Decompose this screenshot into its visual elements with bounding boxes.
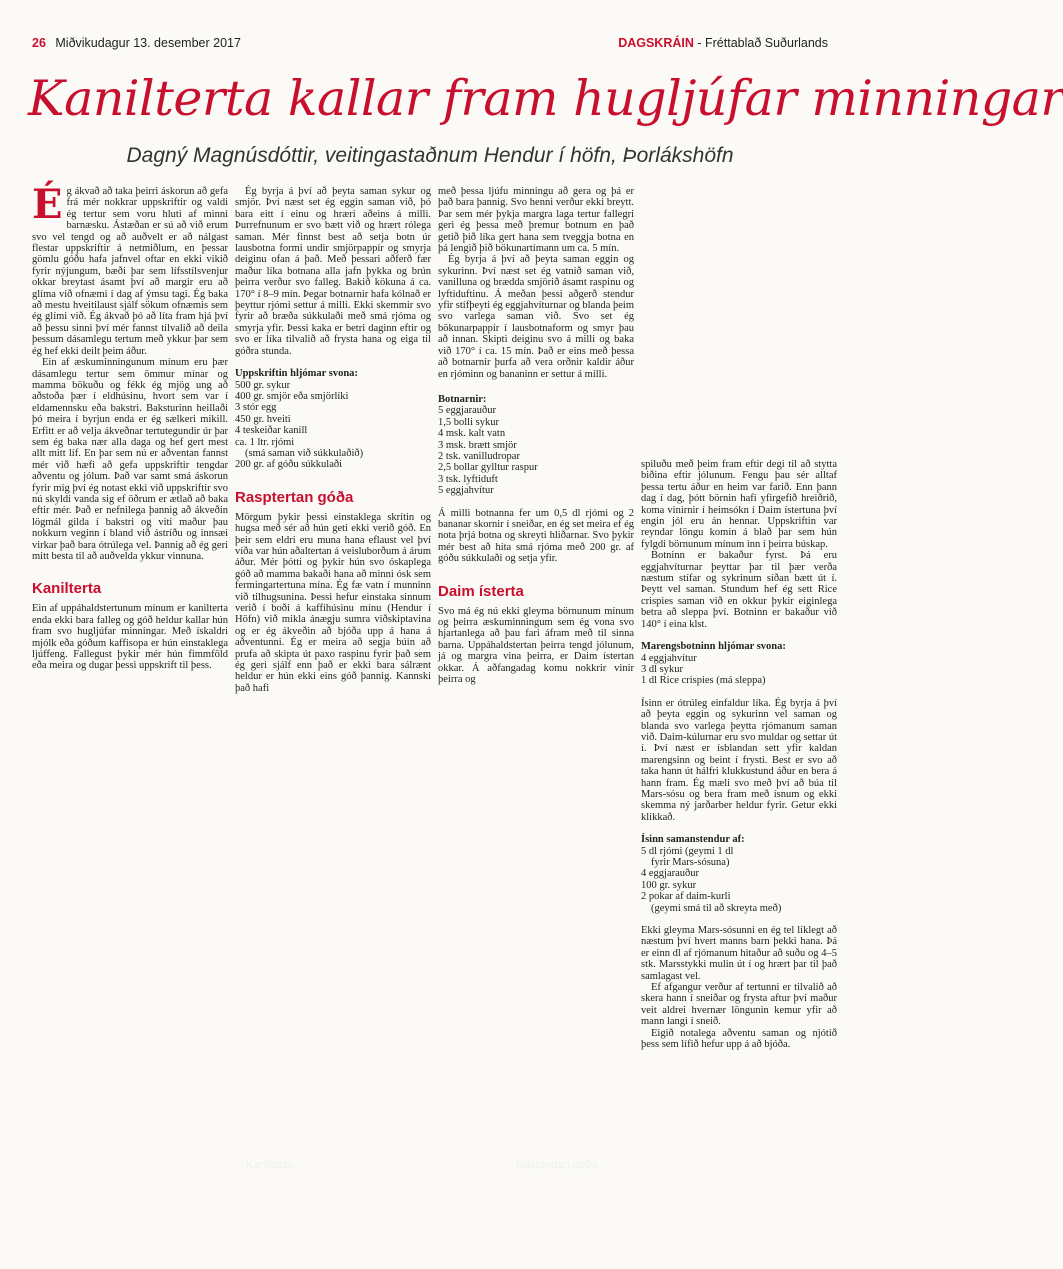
paragraph: Svo má ég nú ekki gleyma börnunum mínum og þeirra æskuminningum sem ég vona svo hjartanlega að þau fari áfram með til sinna barna. Uppáhaldstertan þeirra tengd jólunum, já og margra vina þeirra, er Daim ístertan okkar. Á aðfangadag komu nokkrir vinir þeirra og — [438, 605, 634, 686]
paragraph: Ísinn er ótrúleg einfaldur líka. Ég byrja á því að þeyta eggin og sykurinn vel saman og blanda svo varlega þeytta rjómanum saman við. Daim-kúlurnar eru svo muldar og settar út í. Því næst er ísblandan sett yfir kaldan marengsinn og beint í frysti. Best er svo að taka hann út hálfri klukkustund áður en bera á hann fram. Ég mæli svo með því að búa til Mars-sósu og bera fram með ísnum og ekki skemma ný jarðarber heldur fyrir. Getur ekki klikkað. — [641, 697, 837, 823]
paragraph: spiluðu með þeim fram eftir degi til að stytta biðina eftir jólunum. Fengu þau sér alltaf þessa tertu áður en heim var farið. Enn þann dag í dag, þótt börnin hafi yfirgefið hreiðrið, koma vinirnir í heimsókn í Daim ístertuna því engin jól eru án hennar. Uppskriftin var reyndar löngu komin á blað þar sem hún fylgdi börnunum mínum inn í þeirra búskap. — [641, 459, 837, 550]
header-left — [32, 36, 241, 50]
paragraph: Á milli botnanna fer um 0,5 dl rjómi og 2 bananar skornir í sneiðar, en ég set meira ef ég nota þrjá botna og skreyti hliðarnar. Svo þykir mér best að hita smá rjóma með 200 gr. af góðu súkkulaði og setja yfir. — [438, 507, 634, 565]
section-name: DAGSKRÁIN — [618, 36, 694, 50]
issue-date: Miðvikudagur 13. desember 2017 — [55, 36, 241, 50]
ingredient: ca. 1 ltr. rjómi — [235, 436, 295, 448]
ingredient: 4 eggjahvítur — [641, 652, 697, 664]
ingredient-note: (geymi smá til að skreyta með) — [651, 902, 782, 914]
ingredients-list — [641, 846, 837, 914]
page-number: 26 — [32, 36, 46, 50]
ingredient: 200 gr. af góðu súkkulaði — [235, 459, 343, 471]
paragraph: Ég byrja á því að þeyta saman eggin og sykurinn. Því næst set ég vatnið saman við, vanilluna og brædda smjörið ásamt raspinu og lyftiduftinu. Á meðan þessi aðgerð stendur yfir stífþeyti ég eggjahvíturnar og blanda þeim svo varlega saman við. Svo set ég bökunarpappír í lausbotnaform og smyr þau að innan. Skipti deiginu svo á milli og baka við 170° í ca. 15 mín. Það er eins með þessa að botnarnir þurfa að vera orðnir kaldir áður en rjóminn og bananinn er settur á milli. — [438, 254, 634, 380]
ingredient: 500 gr. sykur — [235, 379, 291, 391]
intro-paragraph — [32, 181, 228, 357]
ingredients-heading: Botnarnir: — [438, 393, 487, 405]
ingredient: 4 teskeiðar kanill — [235, 425, 308, 437]
ingredient-note: (smá saman við súkkulaðið) — [245, 447, 364, 459]
ingredients-list — [235, 380, 431, 471]
ingredient: 5 eggjarauður — [438, 405, 497, 417]
paragraph: Ég byrja á því að þeyta saman sykur og smjör. Því næst set ég eggin saman við, þó bara eitt í einu og hræri aðeins á milli. Þurrefnunum er svo bætt við og hrært rólega saman. Mér finnst best að setja botn úr lausbotna formi undir smjörpappír og smyrja deiginu ofan á það. Með þessari aðferð fær maður líka botnana alla jafn þykka og brún þeirra verður svo falleg. Bakið kökuna á ca. 170° í 8–9 mín. Þegar botnarnir hafa kólnað er þeyttur rjómi settur á milli. Ekki skemmir svo fyrir að bræða súkkulaði með smá rjóma og smyrja yfir. Þessi kaka er betri daginn eftir og svo er líka tilvalið að frysta hana og eiga til góðra stunda. — [235, 186, 431, 357]
ingredients-heading: Ísinn samanstendur af: — [641, 834, 745, 846]
ingredient: 4 msk. kalt vatn — [438, 428, 506, 440]
column-2 — [235, 186, 431, 694]
paragraph: Ef afgangur verður af tertunni er tilvalið að skera hann í sneiðar og frysta aftur því maður veit aldrei hvernær löngunin kemur yfir að mann langi í sneið. — [641, 982, 837, 1028]
caption-kanilterta: Kanilterta — [246, 1159, 293, 1171]
publication-name: - Fréttablað Suðurlands — [693, 36, 828, 50]
ingredient: 100 gr. sykur — [641, 879, 697, 891]
header-right — [618, 36, 828, 50]
ingredient: 3 msk. brætt smjör — [438, 439, 517, 451]
drop-cap: É — [32, 181, 63, 228]
column-1 — [32, 181, 228, 672]
ingredients-list — [438, 405, 634, 496]
column-3 — [438, 186, 634, 685]
ingredient: 2 pokar af daim-kurli — [641, 891, 731, 903]
paragraph: Ein af uppáhaldstertunum mínum er kanilterta enda ekki bara falleg og góð heldur kallar hún fram svo hugljúfar minningar. Með ískaldri mjólk eða góðum kaffisopa er hún einstaklega ljúffeng. Fallegust þykir mér hún fimmföld eða meira og dugar þessi uppskrift til þess. — [32, 603, 228, 672]
heading-daim: Daim ísterta — [438, 582, 524, 600]
ingredients-heading: Marengsbotninn hljómar svona: — [641, 641, 786, 653]
ingredient: 5 eggjahvítur — [438, 485, 494, 497]
ingredient: 3 tsk. lyftiduft — [438, 473, 498, 485]
paragraph: Botninn er bakaður fyrst. Þá eru eggjahvíturnar þeyttar þar til þær verða næstum stífar og sykrinum síðan bætt út í. Þeytt vel saman. Stundum hef ég sett Rice crispies saman við en okkur þykir eiginlega betra að sleppa því. Botninn er bakaður við 140° í eina klst. — [641, 550, 837, 630]
ingredients-list — [641, 653, 837, 687]
column-4 — [641, 459, 837, 1051]
ingredient: 3 stór egg — [235, 402, 277, 414]
paragraph: með þessa ljúfu minningu að gera og þá er það bara þannig. Svo henni verður ekki breytt. Þar sem mér þykja margra laga tertur fallegri geri ég þessa með þremur botnum en það getið þið líka gert hana sem tveggja botna en þá lengið þið bökunartímann um ca. 5 mín. — [438, 186, 634, 255]
intro-text: g ákvað að taka þeirri áskorun að gefa frá mér nokkrar uppskriftir og valdi ég tertur sem voru hluti af minni barnæsku. Ástæðan er sú að við erum svo vel tengd og að auðvelt er að nálgast flestar uppskriftir á netmiðlum, en þessar gömlu góðu hafa jafnvel oftar en ekki vikið fyrir nýjungum, bæði þar sem lífsstílsvenjur okkar breytast ásamt því að margir eru að glíma við ofnæmi í dag af ýmsu tagi. Ég baka að mestu hveitilaust sjálf sökum ofnæmis sem ég glími við. Ég ákvað þó að líta fram hjá því að þessu sinni því mér fannst tilvalið að deila þessum dásamlegu tertum með ykkur þar sem ég hef ekki deilt þeim áður. — [32, 186, 228, 357]
ingredient: 1,5 bolli sykur — [438, 416, 499, 428]
ingredient: 5 dl rjómi (geymi 1 dl — [641, 845, 734, 857]
ingredient: 2 tsk. vanilludropar — [438, 450, 520, 462]
heading-rasptertan: Rasptertan góða — [235, 488, 354, 506]
ingredient: 4 eggjarauður — [641, 868, 700, 880]
ingredient: 450 gr. hveiti — [235, 413, 291, 425]
ingredient: 3 dl sykur — [641, 663, 683, 675]
paragraph: Ein af æskuminningunum mínum eru þær dásamlegu tertur sem ömmur mínar og mamma bökuðu og fékk ég mjög ung að aðstoða þær í eldhúsinu, hvort sem var í eldamennsku eða bakstri. Baksturinn heillaði þó meira í byrjun enda er ég sælkeri mikill. Erfitt er að velja ákveðnar tertutegundir úr þar sem ég baka nær alla daga og hef gert mest allt mitt líf. En þar sem nú er aðventan fannst mér við hæfi að gefa uppskriftir tengdar aðventu og jólum. Það var samt smá áskorun fyrir mig því ég notast ekki við uppskriftir svo nú skyldi vanda sig ef öðrum er ætlað að baka eftir mér. Það er nefnilega þannig að ákveðin lögmál gilda í bakstri og viti maður þau nokkurn veginn í bland við ástríðu og innsæi virkar það bara ótrúlega vel. Þannig að ég geri mitt besta til að auðvelda ykkur vinnuna. — [32, 357, 228, 562]
paragraph: Mörgum þykir þessi einstaklega skrítin og hugsa með sér að hún geti ekki verið góð. En þeir sem eldri eru muna hana eflaust vel því víða var hún aðaltertan á veisluborðum á árum áður. Mér þótti og þykir hún svo óskaplega góð að mamma bakaði hana að minni ósk sem fermingartertuna mína. Ég fæ vatn í munninn við tilhugsunina. Þessi hefur einstaka sinnum verið í boði á kaffihúsinu mínu (Hendur í Höfn) við mikla ánægju sumra viðskiptavina og er ég ákveðin að bjóða upp á hana á aðventunni. Ég er meira að segja búin að prufa að skipta út paxo raspinu fyrir það sem ég geri sjálf enn það er ekki bara sálrænt heldur er hún ekki eins góð þannig. Kannski það hafi — [235, 511, 431, 694]
page-header — [32, 36, 828, 56]
article-subtitle: Dagný Magnúsdóttir, veitingastaðnum Hendur í höfn, Þorlákshöfn — [126, 144, 734, 167]
ingredient-note: fyrir Mars-sósuna) — [651, 857, 730, 868]
ingredients-heading: Uppskriftin hljómar svona: — [235, 368, 358, 380]
paragraph: Eigið notalega aðventu saman og njótið þess sem lífið hefur upp á að bjóða. — [641, 1027, 837, 1051]
heading-kanilterta: Kanilterta — [32, 580, 102, 598]
caption-rasptertan: Rasptertan góða — [516, 1159, 598, 1171]
ingredient: 2,5 bollar gylltur raspur — [438, 462, 538, 474]
ingredient: 400 gr. smjör eða smjörlíki — [235, 390, 349, 402]
article-title: Kanilterta kallar fram hugljúfar minningar — [28, 70, 1063, 127]
paragraph: Ekki gleyma Mars-sósunni en ég tel líklegt að næstum því hvert manns barn þekki hana. Þá er einn dl af rjómanum hitaður að suðu og 4–5 stk. Marsstykki mulin út í og hrært þar til það samlagast vel. — [641, 925, 837, 982]
ingredient: 1 dl Rice crispies (má sleppa) — [641, 675, 766, 687]
